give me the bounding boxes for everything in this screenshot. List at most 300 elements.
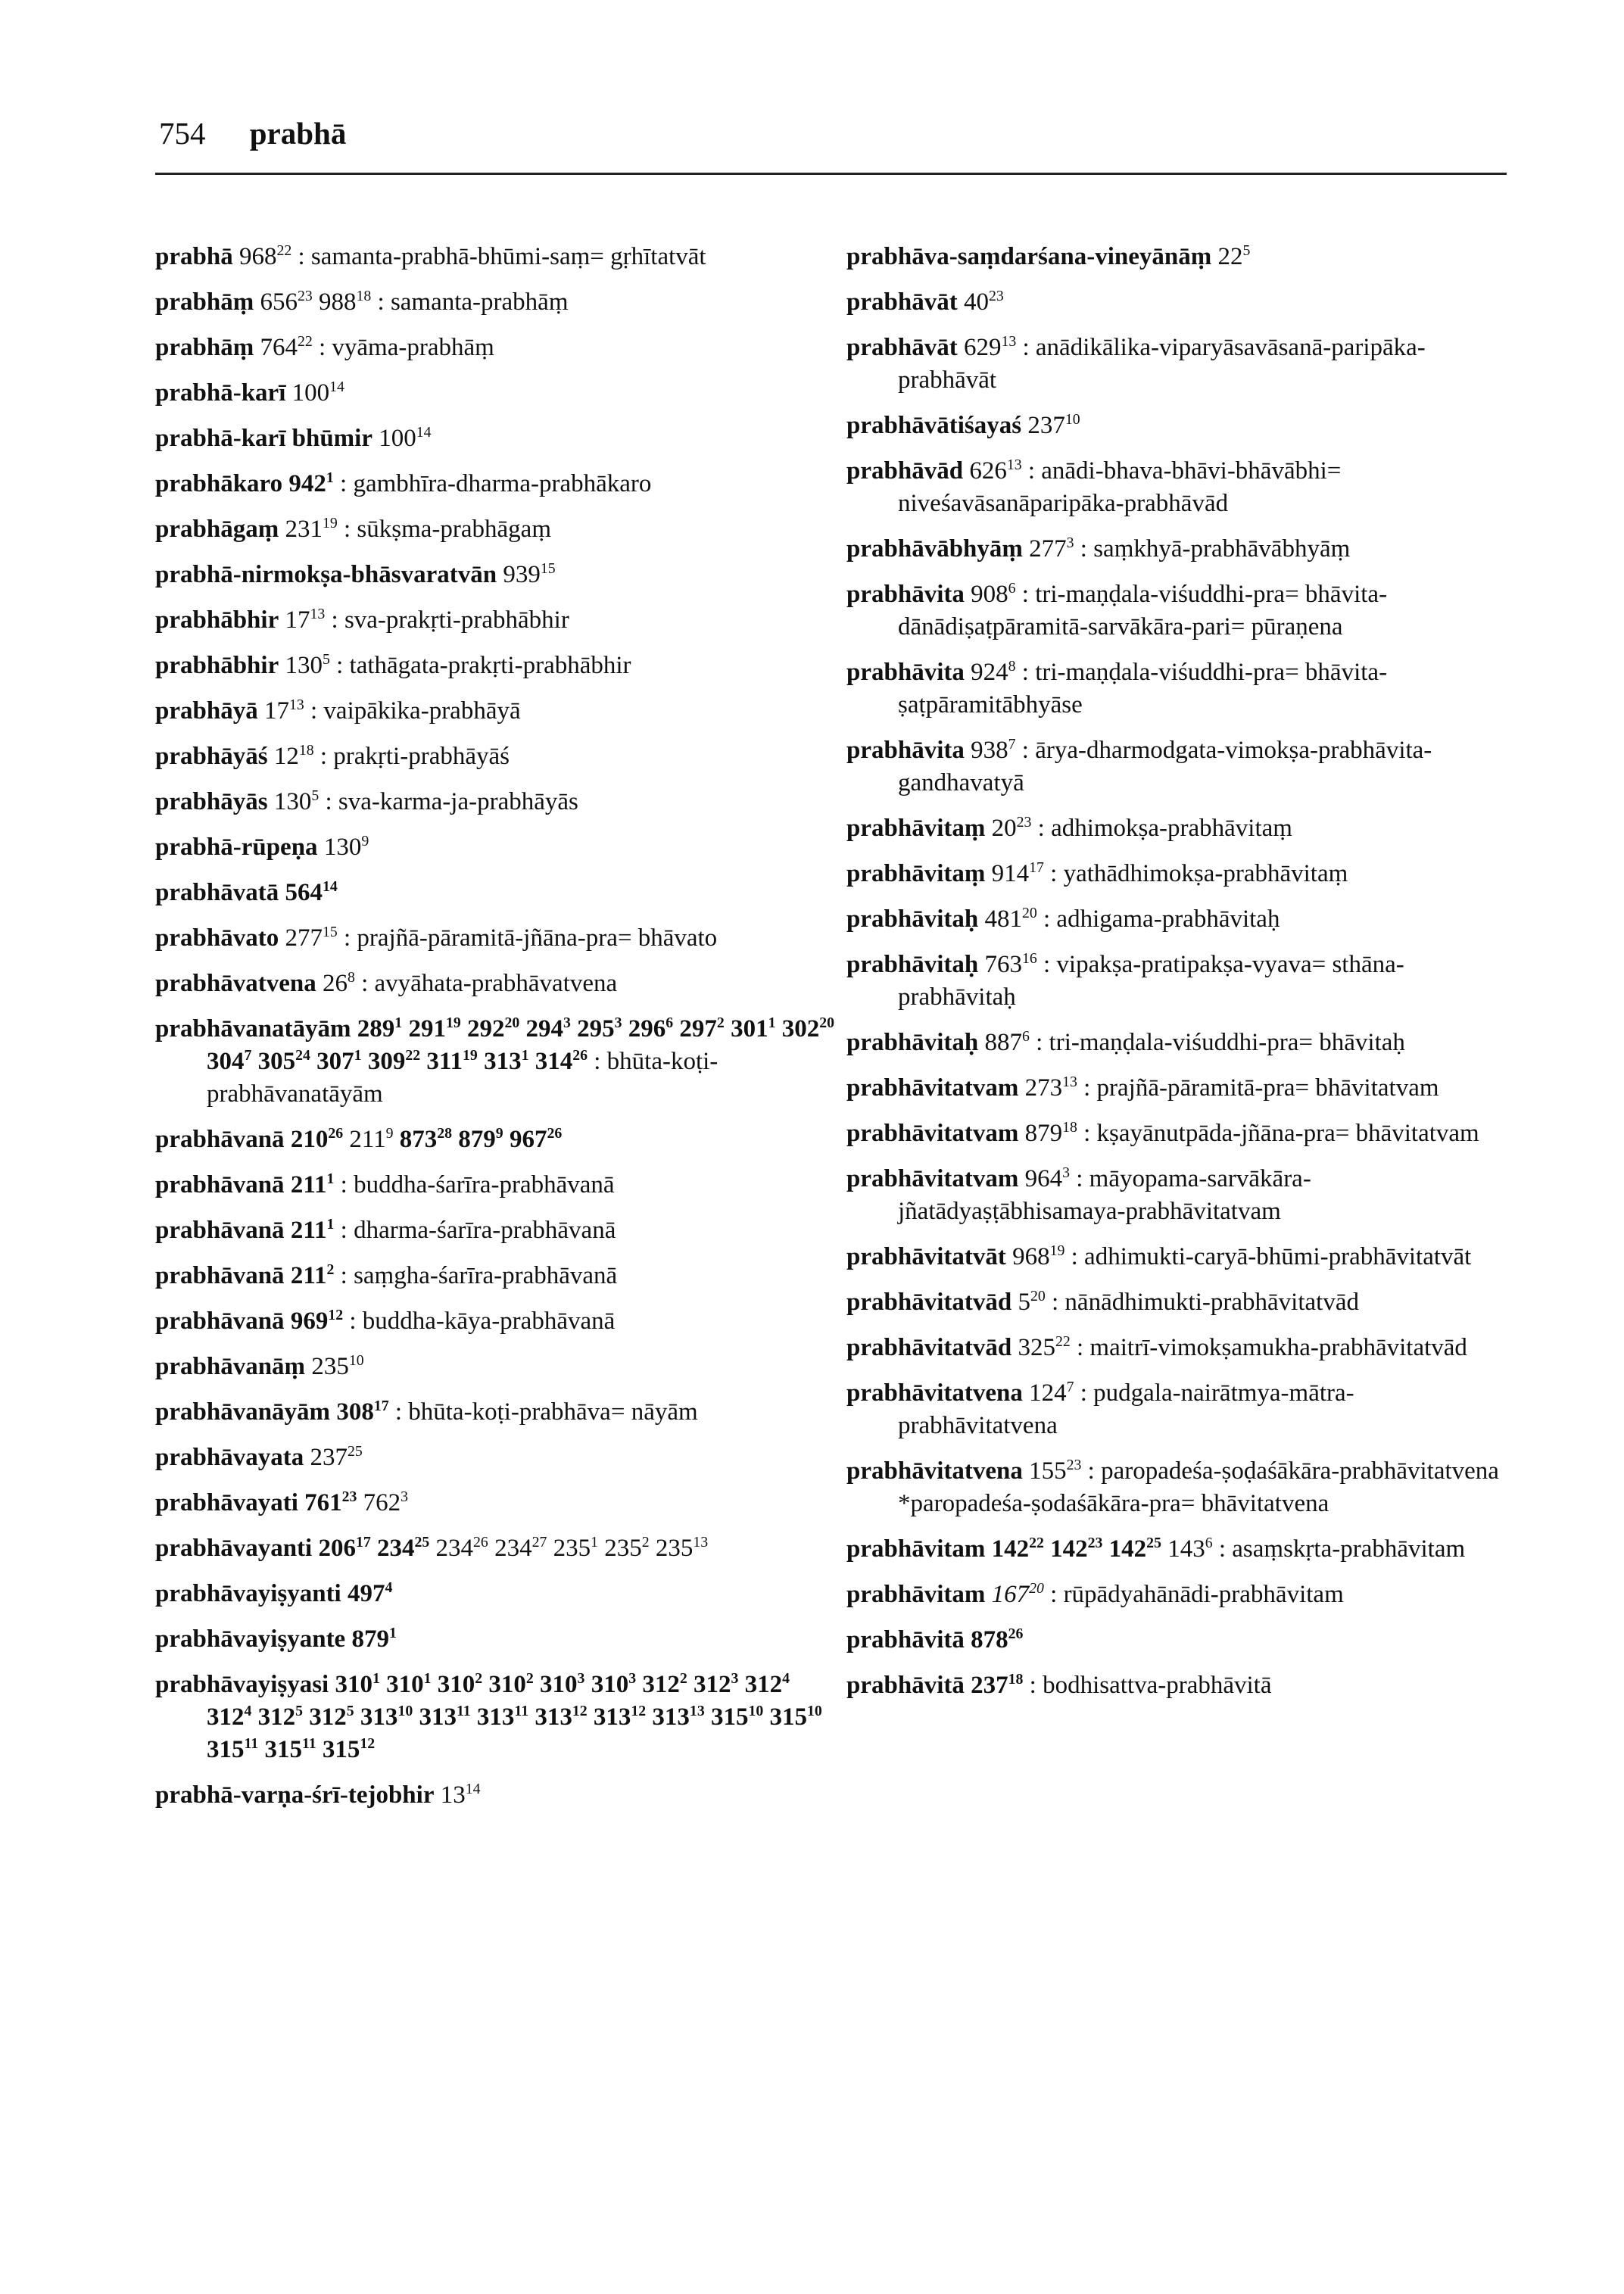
- index-entry: prabhā $968^{22}$ : samanta-prabhā-bhūmi-saṃ= gṛhītatvāt: [155, 242, 706, 270]
- entry-gloss: sva-karma-ja-prabhāyās: [338, 788, 578, 815]
- page-reference: $924^8$: [971, 658, 1016, 686]
- entry-headword: prabhāṃ: [155, 288, 254, 316]
- index-entry: [846, 241, 1513, 273]
- page-reference: $295^3$: [577, 1015, 622, 1043]
- index-entry: prabhāṃ $656^{23}$ $988^{18}$ : samanta-prabhāṃ: [155, 288, 569, 316]
- page-reference: $234^{26}$: [435, 1534, 488, 1562]
- page-reference: $878^{26}$: [971, 1625, 1024, 1653]
- entry-headword: prabhāvayati: [155, 1489, 298, 1516]
- entry-references: [971, 1672, 1023, 1699]
- entry-references: [264, 697, 304, 725]
- page-reference: $315^{11}$: [264, 1735, 316, 1763]
- page-reference: $310^3$: [591, 1670, 637, 1698]
- page-reference: $942^1$: [288, 469, 334, 497]
- entry-references: [984, 1029, 1029, 1056]
- index-entry: [155, 559, 840, 591]
- entry-references: [992, 815, 1032, 842]
- entry-references: [310, 1444, 362, 1471]
- page-reference: $273^{13}$: [1024, 1074, 1077, 1102]
- page-reference: $762^3$: [363, 1488, 409, 1516]
- entry-references: [291, 1308, 343, 1335]
- entry-gloss: gambhīra-dharma-prabhākaro: [353, 470, 652, 497]
- entry-gloss: vyāma-prabhāṃ: [332, 334, 494, 361]
- entry-references: [285, 879, 337, 906]
- entry-headword: prabhāyās: [155, 788, 268, 815]
- page-reference: $308^{17}$: [336, 1398, 389, 1426]
- page-reference: $313^{13}$: [652, 1703, 705, 1731]
- entry-headword: prabhāvanāyām: [155, 1398, 331, 1426]
- index-entry: prabhāvanatāyām $289^1$ $291^{19}$ $292^{20}$ $294^3$ $295^3$ $296^6$ $297^2$ $301^1$ $302^{20}$ $304^7$ $305^{24}$ $307^1$ $309^{22}$ $311^{19}$ $313^1$ $314^{26}$ : bhūta-koṭi-prabhāvanatāyām: [155, 1015, 834, 1108]
- entry-gloss: tri-maṇḍala-viśuddhi-pra= bhāvita-dānādiṣaṭpāramitā-sarvākāra-pari= pūraṇena: [898, 581, 1388, 641]
- page-reference: $237^{10}$: [1027, 411, 1080, 439]
- entry-references: [1025, 1074, 1077, 1102]
- entry-gloss: avyāhata-prabhāvatvena: [374, 970, 618, 997]
- page-reference: $764^{22}$: [260, 333, 313, 361]
- index-entry: [155, 377, 840, 410]
- entry-headword: prabhā-varṇa-śrī-tejobhir: [155, 1781, 435, 1809]
- page-reference: $969^{12}$: [290, 1307, 344, 1335]
- entry-references: [311, 1353, 363, 1380]
- page-reference: $311^{19}$: [426, 1047, 478, 1075]
- page-reference: $314^{26}$: [535, 1047, 588, 1075]
- index-entry: prabhāvato $277^{15}$ : prajñā-pāramitā-jñāna-pra= bhāvato: [155, 924, 718, 952]
- left-column: [155, 241, 840, 1825]
- entry-references: [984, 951, 1036, 978]
- index-entry: prabhāvita $908^6$ : tri-maṇḍala-viśuddhi-pra= bhāvita-dānādiṣaṭpāramitā-sarvākāra-pari= pūraṇena: [846, 580, 1388, 641]
- entry-references: [239, 243, 291, 270]
- page-reference: $210^{26}$: [290, 1125, 344, 1153]
- entry-headword: prabhāvanā: [155, 1171, 285, 1198]
- entry-headword: prabhā-nirmokṣa-bhāsvaratvān: [155, 561, 497, 588]
- right-column: [846, 241, 1513, 1715]
- entry-headword: prabhāvitaḥ: [846, 951, 979, 978]
- entry-gloss: dharma-śarīra-prabhāvanā: [354, 1217, 616, 1244]
- index-entry: prabhāyā $17^{13}$ : vaipākika-prabhāyā: [155, 697, 521, 725]
- page-reference: $312^2$: [642, 1670, 687, 1698]
- page-reference: $235^{13}$: [655, 1534, 709, 1562]
- index-entry: prabhāvita $924^8$ : tri-maṇḍala-viśuddhi-pra= bhāvita-ṣaṭpāramitābhyāse: [846, 658, 1388, 718]
- entry-gloss: paropadeśa-ṣoḍaśākāra-prabhāvitatvena *paropadeśa-ṣodaśākāra-pra= bhāvitatvena: [898, 1457, 1499, 1517]
- page-reference: $656^{23}$: [260, 288, 313, 316]
- page-reference: $914^{17}$: [991, 859, 1044, 887]
- entry-references: [274, 743, 314, 770]
- entry-references: [285, 652, 329, 679]
- entry-references: [318, 1535, 708, 1562]
- page-reference: $307^1$: [316, 1047, 362, 1075]
- page-reference: $296^6$: [628, 1015, 674, 1043]
- entry-headword: prabhāyāś: [155, 743, 268, 770]
- index-entry: prabhāvāt $629^{13}$ : anādikālika-viparyāsavāsanā-paripāka-prabhāvāt: [846, 333, 1426, 394]
- page-reference: $294^3$: [525, 1015, 571, 1043]
- entry-gloss: asaṃskṛta-prabhāvitam: [1232, 1535, 1466, 1563]
- entry-references: [285, 516, 337, 543]
- page-reference: $873^{28}$: [399, 1125, 453, 1153]
- entry-headword: prabhāvanā: [155, 1262, 285, 1289]
- entry-references: [984, 905, 1036, 933]
- index-entry: [155, 1578, 840, 1610]
- page-reference: $277^{15}$: [285, 924, 338, 952]
- page-reference: $235^1$: [553, 1534, 598, 1562]
- index-entry: prabhāvitatvena $155^{23}$ : paropadeśa-ṣoḍaśākāra-prabhāvitatvena *paropadeśa-ṣodaśākāra-pra= bhāvitatvena: [846, 1457, 1499, 1517]
- entry-gloss: adhimokṣa-prabhāvitaṃ: [1051, 815, 1292, 842]
- page-reference: $879^1$: [351, 1625, 397, 1653]
- page-reference: $124^7$: [1029, 1379, 1074, 1407]
- entry-headword: prabhāvitaṃ: [846, 860, 986, 887]
- page-reference: $237^{18}$: [971, 1671, 1024, 1699]
- page-reference: $155^{23}$: [1029, 1457, 1082, 1485]
- entry-references: [285, 606, 325, 634]
- entry-references: [1012, 1243, 1064, 1270]
- entry-references: [964, 288, 1004, 316]
- entry-headword: prabhāvitatvāt: [846, 1243, 1006, 1270]
- entry-headword: prabhāvitaḥ: [846, 1029, 979, 1056]
- entry-gloss: sva-prakṛti-prabhābhir: [344, 606, 569, 634]
- page-reference: $142^{23}$: [1050, 1535, 1103, 1563]
- entry-gloss: rūpādyahānādi-prabhāvitam: [1063, 1581, 1344, 1608]
- entry-references: [288, 470, 333, 497]
- page-reference: $211^1$: [290, 1216, 335, 1244]
- page-reference: $130^5$: [285, 651, 330, 679]
- page-reference: $130^5$: [273, 787, 320, 815]
- index-entry: prabhāvanāyām $308^{17}$ : bhūta-koṭi-prabhāva= nāyām: [155, 1398, 698, 1426]
- index-entry: prabhāvanā $211^1$ : dharma-śarīra-prabhāvanā: [155, 1216, 616, 1244]
- page-reference: $305^{24}$: [257, 1047, 310, 1075]
- page-reference: $289^1$: [357, 1015, 403, 1043]
- index-entry: [155, 422, 840, 455]
- entry-gloss: nānādhimukti-prabhāvitatvād: [1064, 1289, 1359, 1316]
- page-reference: $887^6$: [984, 1028, 1030, 1056]
- page-reference: $310^2$: [437, 1670, 483, 1698]
- entry-references: [1025, 1165, 1070, 1192]
- page-reference: $17^{13}$: [263, 697, 304, 725]
- page-reference: $130^9$: [323, 833, 369, 861]
- entry-headword: prabhāvanāṃ: [155, 1353, 306, 1380]
- page-reference: $879^9$: [458, 1125, 503, 1153]
- entry-gloss: maitrī-vimokṣamukha-prabhāvitatvād: [1089, 1334, 1467, 1361]
- page-reference: $763^{16}$: [984, 950, 1037, 978]
- page-reference: $310^2$: [488, 1670, 534, 1698]
- page-reference: $100^{14}$: [291, 379, 344, 407]
- index-entry: [846, 1624, 1513, 1657]
- page-reference: $302^{20}$: [781, 1015, 834, 1043]
- entry-gloss: tathāgata-prakṛti-prabhābhir: [349, 652, 631, 679]
- entry-references: [503, 561, 555, 588]
- page-reference: $292^{20}$: [466, 1015, 520, 1043]
- entry-references: [1029, 535, 1074, 563]
- index-entry: [155, 1351, 840, 1383]
- entry-gloss: adhigama-prabhāvitaḥ: [1056, 905, 1280, 933]
- page-reference: $939^{15}$: [503, 560, 556, 588]
- index-entry: [155, 831, 840, 864]
- index-entry: prabhāvitatvam $879^{18}$ : kṣayānutpāda-jñāna-pra= bhāvitatvam: [846, 1119, 1479, 1147]
- entry-gloss: saṃgha-śarīra-prabhāvanā: [354, 1262, 618, 1289]
- entry-gloss: prajñā-pāramitā-pra= bhāvitatvam: [1096, 1074, 1439, 1102]
- index-entry: prabhābhir $130^5$ : tathāgata-prakṛti-prabhābhir: [155, 651, 631, 679]
- page-number: 754: [159, 116, 206, 151]
- index-entry: [155, 1669, 840, 1766]
- page-reference: $968^{22}$: [238, 242, 292, 270]
- running-header: [159, 115, 346, 151]
- page-reference: $312^3$: [693, 1670, 739, 1698]
- page-reference: $626^{13}$: [969, 457, 1022, 485]
- index-entry: prabhāvanā $211^1$ : buddha-śarīra-prabhāvanā: [155, 1170, 615, 1198]
- entry-references: [992, 860, 1044, 887]
- page-reference: $967^{26}$: [509, 1125, 563, 1153]
- entry-headword: prabhāvitatvam: [846, 1165, 1019, 1192]
- page-reference: $301^1$: [731, 1015, 776, 1043]
- entry-headword: prabhāvitaḥ: [846, 905, 979, 933]
- header-rule: [155, 173, 1507, 175]
- entry-references: [324, 834, 369, 861]
- page-reference: $234^{27}$: [494, 1534, 547, 1562]
- page-reference: $167^{20}$: [991, 1580, 1044, 1608]
- index-entry: prabhāvanā $969^{12}$ : buddha-kāya-prabhāvanā: [155, 1307, 616, 1335]
- index-entry: prabhāvitā $237^{18}$ : bodhisattva-prabhāvitā: [846, 1671, 1272, 1699]
- entry-headword: prabhāvitam: [846, 1581, 986, 1608]
- entry-gloss: bhūta-koṭi-prabhāva= nāyām: [408, 1398, 698, 1426]
- entry-references: [971, 1626, 1023, 1653]
- page-reference: $908^6$: [971, 580, 1016, 608]
- entry-headword: prabhāvitam: [846, 1535, 986, 1563]
- entry-gloss: vipakṣa-pratipakṣa-vyava= sthāna-prabhāvitaḥ: [898, 951, 1404, 1011]
- page-reference: $12^{18}$: [273, 742, 314, 770]
- entry-gloss: ārya-dharmodgata-vimokṣa-prabhāvita-gandhavatyā: [898, 737, 1432, 796]
- index-entry: [155, 1487, 840, 1519]
- index-entry: prabhāṃ $764^{22}$ : vyāma-prabhāṃ: [155, 333, 494, 361]
- page-reference: $310^1$: [335, 1670, 380, 1698]
- entry-headword: prabhāvita: [846, 581, 965, 608]
- index-entry: prabhāyāś $12^{18}$ : prakṛti-prabhāyāś: [155, 742, 510, 770]
- entry-headword: prabhāvato: [155, 924, 279, 952]
- index-entry: [155, 1779, 840, 1812]
- entry-gloss: kṣayānutpāda-jñāna-pra= bhāvitatvam: [1096, 1120, 1479, 1147]
- page-reference: $211^1$: [290, 1170, 335, 1198]
- page-reference: $235^{10}$: [311, 1352, 364, 1380]
- entry-headword: prabhāvāt: [846, 334, 958, 361]
- index-entry: prabhāvitam $167^{20}$ : rūpādyahānādi-prabhāvitam: [846, 1580, 1344, 1608]
- entry-gloss: prakṛti-prabhāyāś: [333, 743, 510, 770]
- entry-headword: prabhāvād: [846, 457, 964, 485]
- page-reference: $142^{25}$: [1108, 1535, 1161, 1563]
- page-reference: $481^{20}$: [984, 905, 1037, 933]
- entry-references: [971, 737, 1015, 764]
- index-entry: prabhāvitatvam $273^{13}$ : prajñā-pāramitā-pra= bhāvitatvam: [846, 1074, 1439, 1102]
- page-reference: $988^{18}$: [318, 288, 372, 316]
- page-reference: $309^{22}$: [367, 1047, 421, 1075]
- entry-headword: prabhāvanā: [155, 1126, 285, 1153]
- index-entry: prabhāvatvena $26^8$ : avyāhata-prabhāvatvena: [155, 969, 618, 997]
- page-reference: $312^4$: [744, 1670, 790, 1698]
- entry-references: [969, 457, 1021, 485]
- page-reference: $237^{25}$: [310, 1443, 363, 1471]
- entry-gloss: saṃkhyā-prabhāvābhyāṃ: [1093, 535, 1351, 563]
- page-reference: $315^{11}$: [207, 1735, 259, 1763]
- entry-headword: prabhāvanatāyām: [155, 1015, 351, 1043]
- entry-gloss: buddha-kāya-prabhāvanā: [362, 1308, 616, 1335]
- entry-gloss: adhimukti-caryā-bhūmi-prabhāvitatvāt: [1084, 1243, 1472, 1270]
- entry-headword: prabhāvanā: [155, 1217, 285, 1244]
- entry-headword: prabhāvitatvena: [846, 1457, 1023, 1485]
- entry-gloss: tri-maṇḍala-viśuddhi-pra= bhāvitaḥ: [1049, 1029, 1405, 1056]
- entry-gloss: yathādhimokṣa-prabhāvitaṃ: [1063, 860, 1348, 887]
- entry-references: [992, 1581, 1044, 1608]
- entry-references: [291, 1126, 562, 1153]
- index-entry: prabhāvitatvād $5^{20}$ : nānādhimukti-prabhāvitatvād: [846, 1288, 1359, 1316]
- entry-references: [351, 1625, 396, 1653]
- entry-headword: prabhāvayiṣyanti: [155, 1580, 341, 1607]
- entry-headword: prabhāvitatvād: [846, 1334, 1012, 1361]
- entry-headword: prabhāvitatvam: [846, 1120, 1019, 1147]
- index-entry: prabhākaro $942^1$ : gambhīra-dharma-prabhākaro: [155, 469, 652, 497]
- entry-headword: prabhāyā: [155, 697, 258, 725]
- entry-headword: prabhāvitaṃ: [846, 815, 986, 842]
- entry-headword: prabhābhir: [155, 652, 279, 679]
- page-reference: $964^3$: [1024, 1164, 1070, 1192]
- page-reference: $304^7$: [207, 1047, 252, 1075]
- page-reference: $20^{23}$: [991, 814, 1032, 842]
- entry-headword: prabhāvayiṣyante: [155, 1625, 346, 1653]
- page-reference: $315^{10}$: [710, 1703, 764, 1731]
- entry-headword: prabhāvābhyāṃ: [846, 535, 1023, 563]
- entry-headword: prabhāvayata: [155, 1444, 304, 1471]
- entry-headword: prabhāvāt: [846, 288, 958, 316]
- index-entry: prabhāvanā $211^2$ : saṃgha-śarīra-prabhāvanā: [155, 1261, 618, 1289]
- page-reference: $313^{10}$: [360, 1703, 413, 1731]
- page-reference: $277^3$: [1029, 535, 1074, 563]
- page-reference: $310^3$: [540, 1670, 585, 1698]
- entry-references: [1018, 1289, 1045, 1316]
- index-entry: [155, 1124, 840, 1156]
- entry-references: [292, 379, 344, 407]
- entry-references: [1027, 412, 1080, 439]
- index-entry: [846, 410, 1513, 442]
- entry-headword: prabhāvitatvād: [846, 1289, 1012, 1316]
- entry-references: [304, 1489, 408, 1516]
- entry-headword: prabhākaro: [155, 470, 283, 497]
- index-entry: prabhāvitaḥ $763^{16}$ : vipakṣa-pratipakṣa-vyava= sthāna-prabhāvitaḥ: [846, 950, 1404, 1011]
- entry-gloss: prajñā-pāramitā-jñāna-pra= bhāvato: [357, 924, 718, 952]
- running-headword: prabhā: [249, 116, 347, 151]
- entry-references: [441, 1781, 481, 1809]
- index-entry: prabhāvitaṃ $914^{17}$ : yathādhimokṣa-prabhāvitaṃ: [846, 859, 1348, 887]
- page-reference: $564^{14}$: [285, 878, 338, 906]
- index-entry: [155, 877, 840, 909]
- entry-headword: prabhā-rūpeṇa: [155, 834, 318, 861]
- index-entry: prabhābhir $17^{13}$ : sva-prakṛti-prabhābhir: [155, 606, 569, 634]
- page-reference: $5^{20}$: [1018, 1288, 1046, 1316]
- index-entry: [155, 1532, 840, 1565]
- page-reference: $231^{19}$: [285, 515, 338, 543]
- page-reference: $968^{19}$: [1012, 1242, 1065, 1270]
- page-reference: $297^2$: [679, 1015, 725, 1043]
- page-reference: $211^2$: [290, 1261, 335, 1289]
- page-reference: $761^{23}$: [304, 1488, 357, 1516]
- entry-headword: prabhā-karī: [155, 379, 286, 407]
- entry-references: [1029, 1457, 1081, 1485]
- entry-references: [274, 788, 319, 815]
- entry-headword: prabhāṃ: [155, 334, 254, 361]
- entry-headword: prabhāvatvena: [155, 970, 316, 997]
- entry-headword: prabhāvayiṣyasi: [155, 1671, 329, 1698]
- page-reference: $22^5$: [1217, 242, 1251, 270]
- entry-gloss: samanta-prabhā-bhūmi-saṃ= gṛhītatvāt: [310, 243, 706, 270]
- entry-references: [1217, 243, 1250, 270]
- page-reference: $17^{13}$: [285, 606, 326, 634]
- page-reference: $206^{17}$: [318, 1534, 371, 1562]
- entry-gloss: tri-maṇḍala-viśuddhi-pra= bhāvita-ṣaṭpāramitābhyāse: [898, 659, 1388, 718]
- entry-references: [1025, 1120, 1077, 1147]
- entry-headword: prabhā: [155, 243, 233, 270]
- entry-headword: prabhāvita: [846, 737, 965, 764]
- page-reference: $313^1$: [484, 1047, 529, 1075]
- page-reference: $313^{11}$: [476, 1703, 529, 1731]
- page-reference: $234^{25}$: [377, 1534, 430, 1562]
- entry-gloss: samanta-prabhāṃ: [390, 288, 569, 316]
- index-entry: prabhāvitatvam $964^3$ : māyopama-sarvākāra-jñatādyaṣṭābhisamaya-prabhāvitatvam: [846, 1164, 1311, 1225]
- entry-references: [285, 924, 337, 952]
- page-reference: $497^4$: [347, 1579, 393, 1607]
- entry-headword: prabhā-karī bhūmir: [155, 425, 372, 452]
- entry-headword: prabhāvayanti: [155, 1535, 313, 1562]
- entry-gloss: anādikālika-viparyāsavāsanā-paripāka-prabhāvāt: [898, 334, 1426, 394]
- page-reference: $40^{23}$: [963, 288, 1004, 316]
- entry-references: [336, 1398, 388, 1426]
- entry-headword: prabhāvitā: [846, 1672, 965, 1699]
- entry-gloss: bhūta-koṭi-prabhāvanatāyām: [207, 1048, 718, 1108]
- page-reference: $26^8$: [322, 969, 355, 997]
- page-reference: $312^5$: [257, 1703, 304, 1731]
- index-entry: prabhāgaṃ $231^{19}$ : sūkṣma-prabhāgaṃ: [155, 515, 551, 543]
- entry-references: [964, 334, 1016, 361]
- index-entry: prabhāvitatvena $124^7$ : pudgala-nairātmya-mātra-prabhāvitatvena: [846, 1379, 1354, 1439]
- entry-references: [379, 425, 431, 452]
- entry-headword: prabhāvitatvam: [846, 1074, 1019, 1102]
- entry-references: [1018, 1334, 1070, 1361]
- entry-headword: prabhāvātiśayaś: [846, 412, 1022, 439]
- entry-gloss: bodhisattva-prabhāvitā: [1043, 1672, 1272, 1699]
- index-entry: prabhāvitaṃ $20^{23}$ : adhimokṣa-prabhāvitaṃ: [846, 814, 1292, 842]
- page-reference: $312^5$: [309, 1703, 354, 1731]
- page-reference: $211^9$: [349, 1125, 394, 1153]
- entry-references: [291, 1217, 335, 1244]
- entry-headword: prabhāvatā: [155, 879, 279, 906]
- entry-headword: prabhāgaṃ: [155, 516, 279, 543]
- index-entry: prabhāvitatvād $325^{22}$ : maitrī-vimokṣamukha-prabhāvitatvād: [846, 1333, 1467, 1361]
- entry-references: [291, 1171, 335, 1198]
- page-reference: $143^6$: [1167, 1535, 1213, 1563]
- page-reference: $315^{10}$: [769, 1703, 822, 1731]
- index-entry: [155, 1442, 840, 1474]
- page-reference: $291^{19}$: [408, 1015, 461, 1043]
- page-reference: $938^7$: [971, 736, 1016, 764]
- entry-gloss: sūkṣma-prabhāgaṃ: [357, 516, 551, 543]
- page-reference: $235^2$: [604, 1534, 650, 1562]
- entry-references: [348, 1580, 392, 1607]
- index-entry: prabhāyās $130^5$ : sva-karma-ja-prabhāyās: [155, 787, 578, 815]
- entry-references: [971, 659, 1015, 686]
- index-entry: [155, 1623, 840, 1656]
- entry-references: [291, 1262, 335, 1289]
- entry-references: [992, 1535, 1213, 1563]
- entry-headword: prabhāvita: [846, 659, 965, 686]
- page-reference: $313^{11}$: [419, 1703, 471, 1731]
- page-reference: $325^{22}$: [1018, 1333, 1071, 1361]
- index-entry: prabhāvitaḥ $887^6$ : tri-maṇḍala-viśuddhi-pra= bhāvitaḥ: [846, 1028, 1405, 1056]
- entry-headword: prabhāva-saṃdarśana-vineyānāṃ: [846, 243, 1212, 270]
- index-entry: prabhāvitatvāt $968^{19}$ : adhimukti-caryā-bhūmi-prabhāvitatvāt: [846, 1242, 1472, 1270]
- page-reference: $100^{14}$: [379, 424, 432, 452]
- entry-headword: prabhāvitā: [846, 1626, 965, 1653]
